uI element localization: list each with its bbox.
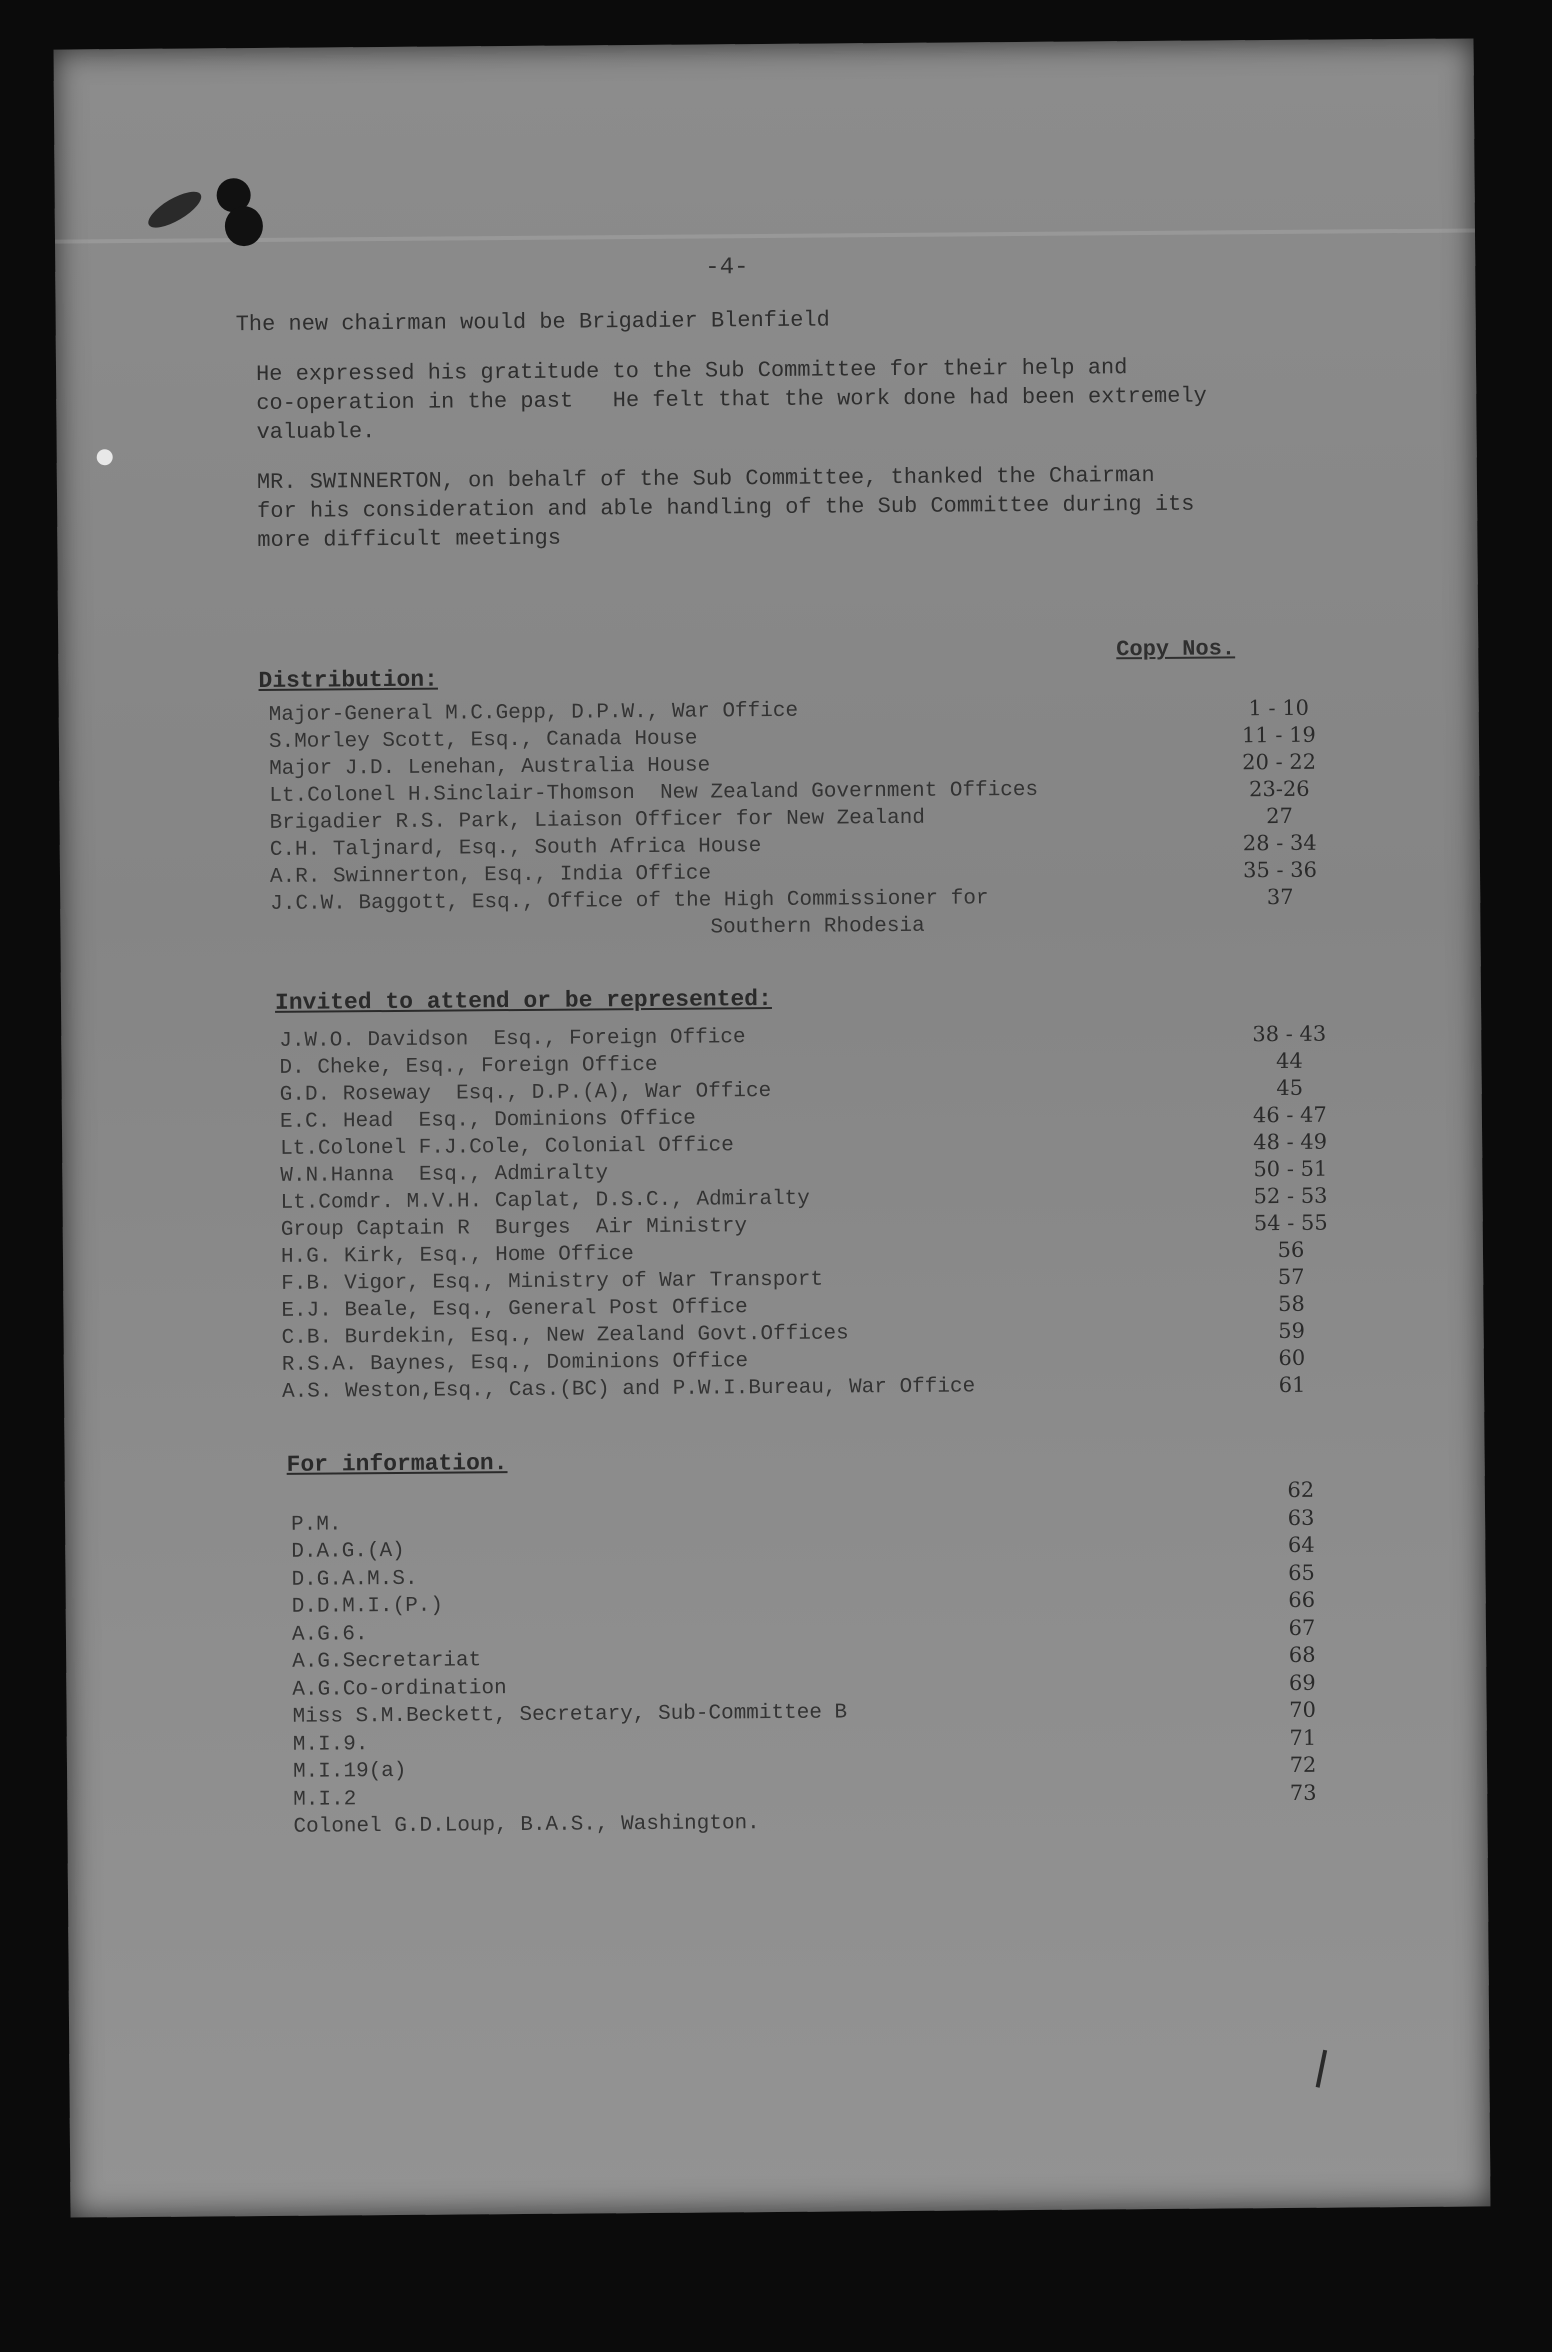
- recipient-name: E.J. Beale, Esq., General Post Office: [281, 1296, 748, 1323]
- punch-hole: [97, 449, 113, 465]
- information-heading: For information.: [286, 1450, 508, 1478]
- invited-heading: Invited to attend or be represented:: [274, 985, 772, 1016]
- recipient-name: A.G.Co-ordination: [292, 1676, 507, 1702]
- recipient-name: P.M.: [291, 1512, 342, 1537]
- recipient-name: D. Cheke, Esq., Foreign Office: [279, 1053, 658, 1080]
- document-page: [54, 38, 1491, 2217]
- recipient-name: G.D. Roseway Esq., D.P.(A), War Office: [279, 1080, 772, 1107]
- recipient-name: W.N.Hanna Esq., Admiralty: [280, 1162, 609, 1188]
- recipient-name: Lt.Colonel H.Sinclair-Thomson New Zealand Government Offices: [269, 778, 1039, 808]
- recipient-name: Lt.Colonel F.J.Cole, Colonial Office: [280, 1134, 734, 1161]
- copy-number: 63: [1287, 1505, 1315, 1530]
- copy-number: 72: [1289, 1752, 1317, 1777]
- recipient-name: Lt.Comdr. M.V.H. Caplat, D.S.C., Admiralty: [280, 1187, 810, 1215]
- recipient-name: S.Morley Scott, Esq., Canada House: [268, 727, 698, 754]
- copy-number: [1210, 911, 1350, 912]
- copy-number: 68: [1288, 1642, 1316, 1667]
- copy-number: 59: [1278, 1318, 1306, 1344]
- pencil-mark: [1316, 2050, 1328, 2088]
- copy-number: 1 - 10: [1248, 695, 1310, 721]
- recipient-name: D.G.A.M.S.: [291, 1567, 418, 1592]
- copy-number: [1233, 1807, 1373, 1808]
- recipient-name: M.I.9.: [292, 1732, 369, 1757]
- copy-number: 61: [1278, 1372, 1306, 1398]
- recipient-name: H.G. Kirk, Esq., Home Office: [280, 1243, 634, 1269]
- recipient-name: M.I.19(a): [292, 1759, 407, 1784]
- copy-number: 11 - 19: [1241, 722, 1316, 748]
- copy-number: 70: [1289, 1697, 1317, 1722]
- distribution-heading: Distribution:: [258, 666, 439, 695]
- copy-number: 66: [1288, 1587, 1316, 1612]
- ink-smudge: [143, 185, 206, 234]
- page-number: -4-: [705, 254, 749, 282]
- recipient-name: R.S.A. Baynes, Esq., Dominions Office: [281, 1350, 749, 1377]
- paragraph-thanks: MR. SWINNERTON, on behalf of the Sub Committee, thanked the Chairman for his consideration and able handling of the Sub Committee during its more difficult meetings: [256, 462, 1195, 554]
- copy-nos-heading: Copy Nos.: [1116, 636, 1236, 663]
- copy-number: 46 - 47: [1252, 1102, 1327, 1128]
- recipient-name: M.I.2: [293, 1787, 357, 1812]
- distribution-list: [269, 695, 1351, 946]
- recipient-name: J.C.W. Baggott, Esq., Office of the High Commissioner for: [270, 887, 989, 916]
- recipient-name: C.B. Burdekin, Esq., New Zealand Govt.Offices: [281, 1322, 849, 1350]
- recipient-name: Major J.D. Lenehan, Australia House: [269, 754, 711, 781]
- recipient-name: Colonel G.D.Loup, B.A.S., Washington.: [293, 1812, 760, 1839]
- copy-number: 73: [1289, 1780, 1317, 1805]
- recipient-name: J.W.O. Davidson Esq., Foreign Office: [279, 1026, 746, 1053]
- copy-number: 52 - 53: [1253, 1183, 1328, 1209]
- copy-number: 58: [1277, 1291, 1305, 1317]
- copy-number: 54 - 55: [1253, 1210, 1328, 1236]
- copy-number: 37: [1266, 884, 1294, 910]
- copy-number: 38 - 43: [1252, 1021, 1327, 1047]
- copy-number: 69: [1288, 1670, 1316, 1695]
- recipient-name: E.C. Head Esq., Dominions Office: [279, 1107, 696, 1134]
- recipient-name: Miss S.M.Beckett, Secretary, Sub-Committee B: [292, 1701, 848, 1729]
- copy-number: 56: [1277, 1237, 1305, 1263]
- copy-number: 71: [1289, 1725, 1317, 1750]
- ink-blot: [225, 206, 263, 246]
- copy-number: 27: [1266, 803, 1294, 829]
- recipient-name: F.B. Vigor, Esq., Ministry of War Transport: [281, 1268, 824, 1296]
- copy-number: 35 - 36: [1242, 857, 1318, 883]
- recipient-name: C.H. Taljnard, Esq., South Africa House: [269, 835, 762, 862]
- recipient-name: Major-General M.C.Gepp, D.P.W., War Office: [268, 699, 799, 727]
- intro-line: The new chairman would be Brigadier Blenfield: [235, 307, 830, 338]
- copy-number: 28 - 34: [1242, 830, 1317, 856]
- information-list: [291, 1477, 1374, 1843]
- copy-number: 65: [1288, 1560, 1315, 1585]
- copy-number: 44: [1276, 1048, 1303, 1074]
- recipient-name: A.S. Weston,Esq., Cas.(BC) and P.W.I.Bureau, War Office: [281, 1375, 976, 1404]
- copy-number: 48 - 49: [1253, 1129, 1328, 1155]
- paragraph-gratitude: He expressed his gratitude to the Sub Committee for their help and co-operation in the past He felt that the work done had been extremely valuable.: [255, 355, 1207, 446]
- copy-number: 67: [1288, 1615, 1316, 1640]
- recipient-name: Southern Rhodesia: [710, 914, 925, 940]
- invited-list: [279, 1021, 1362, 1407]
- recipient-name: A.G.Secretariat: [292, 1649, 482, 1674]
- recipient-name: Brigadier R.S. Park, Liaison Officer for New Zealand: [269, 806, 925, 835]
- copy-number: 64: [1287, 1532, 1315, 1557]
- recipient-name: A.G.6.: [291, 1622, 368, 1647]
- recipient-name: Group Captain R Burges Air Ministry: [280, 1215, 748, 1242]
- copy-number: 57: [1277, 1264, 1305, 1290]
- copy-number: 62: [1287, 1477, 1315, 1502]
- copy-number: 60: [1278, 1345, 1306, 1371]
- copy-number: 20 - 22: [1242, 749, 1317, 775]
- recipient-name: D.D.M.I.(P.): [291, 1594, 444, 1619]
- copy-number: 50 - 51: [1253, 1156, 1328, 1182]
- copy-number: 23-26: [1248, 776, 1310, 802]
- recipient-name: A.R. Swinnerton, Esq., India Office: [269, 862, 712, 889]
- copy-number: 45: [1276, 1075, 1304, 1101]
- recipient-name: D.A.G.(A): [291, 1539, 405, 1564]
